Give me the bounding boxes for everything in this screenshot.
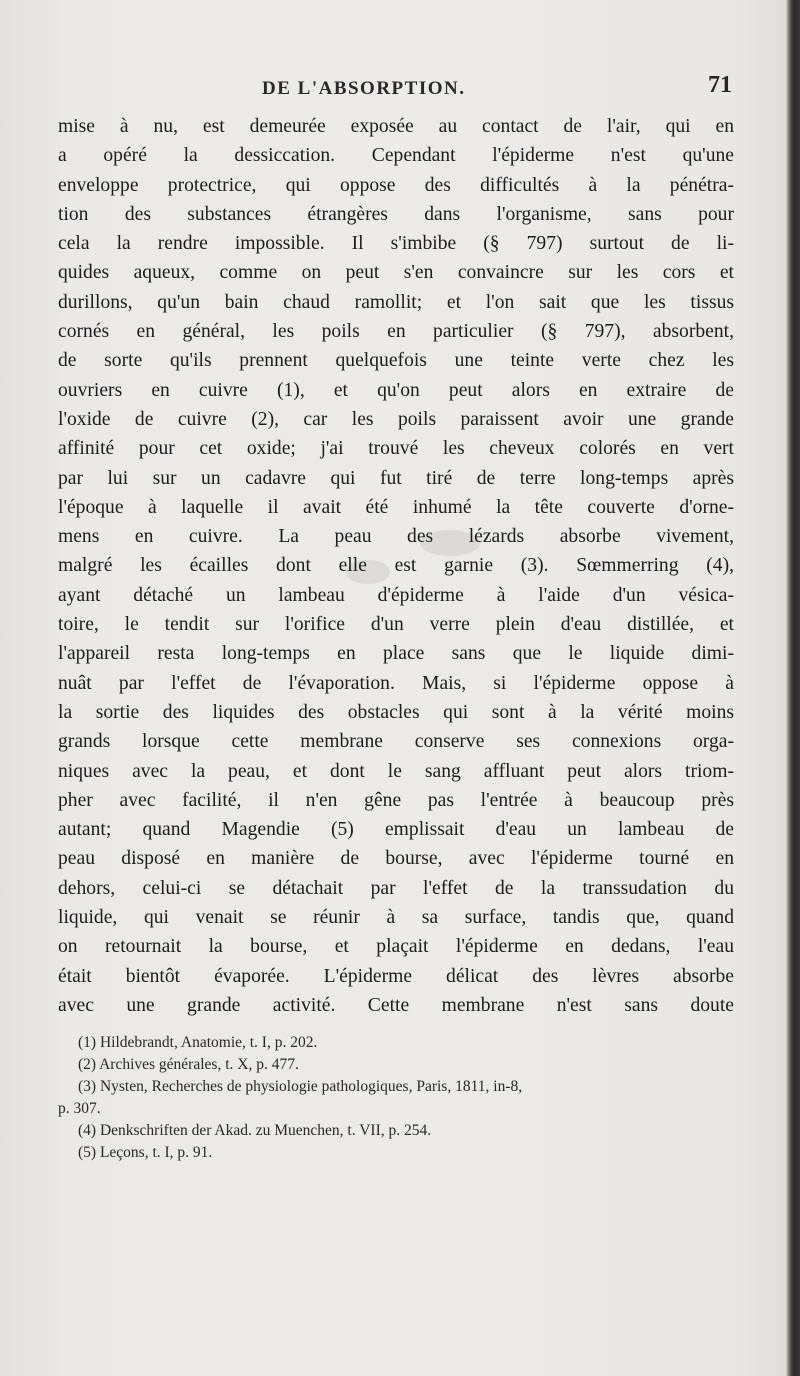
text-line: ayant détaché un lambeau d'épiderme à l'aide d'un vésica- [58,584,734,606]
ink-smudge [420,530,480,556]
text-line: niques avec la peau, et dont le sang affluant peut alors triom- [58,760,734,782]
text-line: avec une grande activité. Cette membrane n'est sans doute [58,994,734,1016]
text-line: malgré les écailles dont elle est garnie (3). Sœmmerring (4), [58,555,734,577]
text-line: par lui sur un cadavre qui fut tiré de terre long-temps après [58,467,734,489]
text-line: l'époque à laquelle il avait été inhumé la tête couverte d'orne- [58,496,734,518]
text-line: durillons, qu'un bain chaud ramollit; et l'on sait que les tissus [58,291,734,313]
footnote: (5) Leçons, t. I, p. 91. [78,1144,213,1161]
footnote: (4) Denkschriften der Akad. zu Muenchen, t. VII, p. 254. [78,1122,432,1139]
text-line: cela la rendre impossible. Il s'imbibe (§ 797) surtout de li- [58,233,734,255]
text-line: on retournait la bourse, et plaçait l'épiderme en dedans, l'eau [58,936,734,958]
text-line: toire, le tendit sur l'orifice d'un verre plein d'eau distillée, et [58,614,734,636]
text-line: tion des substances étrangères dans l'organisme, sans pour [58,203,734,225]
text-line: peau disposé en manière de bourse, avec l'épiderme tourné en [58,848,734,870]
text-line: ouvriers en cuivre (1), et qu'on peut alors en extraire de [58,379,734,401]
text-line: cornés en général, les poils en particulier (§ 797), absorbent, [58,321,734,343]
text-line: grands lorsque cette membrane conserve ses connexions orga- [58,731,734,753]
footnote: (3) Nysten, Recherches de physiologie pathologiques, Paris, 1811, in-8, [78,1078,523,1095]
book-binding-edge [786,0,800,1376]
text-line: autant; quand Magendie (5) emplissait d'eau un lambeau de [58,819,734,841]
text-line: mens en cuivre. La peau des lézards absorbe vivement, [58,526,734,548]
page-header [262,72,732,108]
text-line: a opéré la dessiccation. Cependant l'épiderme n'est qu'une [58,145,734,167]
text-line: l'appareil resta long-temps en place sans que le liquide dimi- [58,643,734,665]
body-text [58,112,734,1020]
text-line: liquide, qui venait se réunir à sa surface, tandis que, quand [58,907,734,929]
text-line: affinité pour cet oxide; j'ai trouvé les cheveux colorés en vert [58,438,734,460]
footnotes [58,1032,734,1164]
page-number: 71 [708,72,732,98]
text-line: dehors, celui-ci se détachait par l'effet de la transsudation du [58,877,734,899]
text-line: enveloppe protectrice, qui oppose des difficultés à la pénétra- [58,174,734,196]
footnote-continuation: p. 307. [58,1100,101,1117]
text-line: de sorte qu'ils prennent quelquefois une teinte verte chez les [58,350,734,372]
running-head: DE L'ABSORPTION. [262,78,466,99]
text-line: l'oxide de cuivre (2), car les poils paraissent avoir une grande [58,408,734,430]
text-line: mise à nu, est demeurée exposée au contact de l'air, qui en [58,116,734,137]
text-line: pher avec facilité, il n'en gêne pas l'entrée à beaucoup près [58,789,734,811]
text-line: nuât par l'effet de l'évaporation. Mais, si l'épiderme oppose à [58,672,734,694]
footnote: (2) Archives générales, t. X, p. 477. [78,1056,299,1073]
ink-smudge [346,560,390,584]
footnote: (1) Hildebrandt, Anatomie, t. I, p. 202. [78,1034,318,1051]
text-line: la sortie des liquides des obstacles qui sont à la vérité moins [58,701,734,723]
text-line: était bientôt évaporée. L'épiderme délicat des lèvres absorbe [58,965,734,987]
text-line: quides aqueux, comme on peut s'en convaincre sur les cors et [58,262,734,284]
